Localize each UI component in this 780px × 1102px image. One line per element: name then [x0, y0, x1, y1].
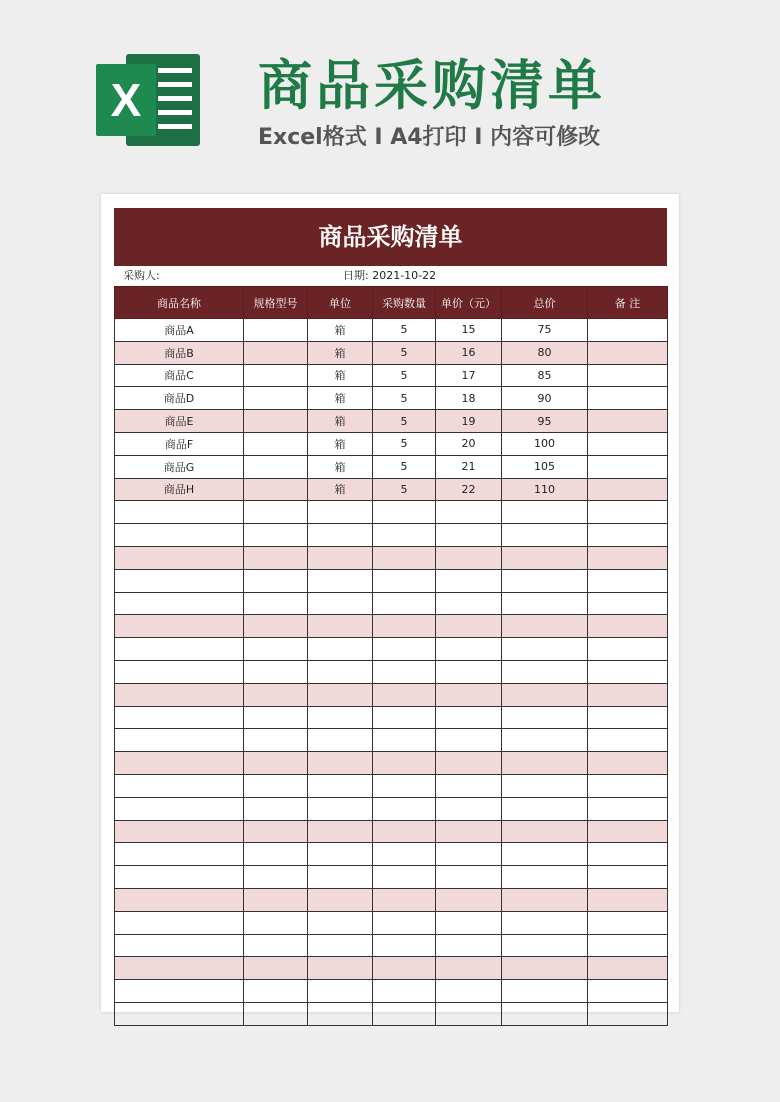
table-cell[interactable] — [244, 319, 308, 342]
table-cell[interactable] — [502, 911, 588, 934]
table-cell[interactable] — [244, 432, 308, 455]
table-row — [115, 752, 668, 775]
table-cell[interactable] — [373, 592, 436, 615]
table-cell[interactable] — [588, 569, 668, 592]
table-cell[interactable] — [244, 569, 308, 592]
table-cell[interactable] — [115, 524, 244, 547]
table-cell[interactable] — [436, 615, 502, 638]
table-cell[interactable] — [244, 934, 308, 957]
table-cell[interactable]: 箱 — [308, 455, 373, 478]
table-body — [115, 319, 668, 1026]
table-cell[interactable] — [244, 843, 308, 866]
table-cell[interactable] — [436, 752, 502, 775]
table-cell[interactable] — [436, 729, 502, 752]
table-cell[interactable] — [244, 455, 308, 478]
table-cell[interactable]: 75 — [502, 319, 588, 342]
table-cell[interactable]: 箱 — [308, 341, 373, 364]
table-cell[interactable] — [502, 888, 588, 911]
table-cell[interactable] — [115, 774, 244, 797]
table-cell[interactable] — [115, 820, 244, 843]
table-cell[interactable] — [502, 980, 588, 1003]
sheet-title: 商品采购清单 — [114, 208, 667, 266]
table-cell[interactable]: 80 — [502, 341, 588, 364]
table-cell[interactable] — [502, 957, 588, 980]
table-cell[interactable] — [588, 478, 668, 501]
table-cell[interactable] — [588, 820, 668, 843]
table-cell[interactable] — [244, 706, 308, 729]
table-cell[interactable]: 5 — [373, 478, 436, 501]
table-cell[interactable] — [588, 957, 668, 980]
table-cell[interactable] — [373, 683, 436, 706]
table-cell[interactable] — [115, 888, 244, 911]
table-cell[interactable]: 20 — [436, 432, 502, 455]
table-cell[interactable] — [373, 774, 436, 797]
table-cell[interactable] — [502, 774, 588, 797]
table-cell[interactable] — [115, 934, 244, 957]
table-cell[interactable] — [588, 729, 668, 752]
table-cell[interactable]: 110 — [502, 478, 588, 501]
table-cell[interactable] — [502, 569, 588, 592]
table-cell[interactable] — [115, 660, 244, 683]
column-header: 采购数量 — [373, 287, 436, 319]
table-cell[interactable] — [308, 683, 373, 706]
table-cell[interactable] — [588, 387, 668, 410]
table-cell[interactable] — [502, 615, 588, 638]
table-cell[interactable] — [588, 364, 668, 387]
table-cell[interactable] — [244, 660, 308, 683]
table-row — [115, 1002, 668, 1025]
table-cell[interactable] — [115, 752, 244, 775]
table-cell[interactable] — [308, 980, 373, 1003]
table-cell[interactable] — [115, 957, 244, 980]
table-cell[interactable]: 18 — [436, 387, 502, 410]
table-cell[interactable] — [244, 387, 308, 410]
table-row — [115, 866, 668, 889]
table-cell[interactable] — [308, 592, 373, 615]
table-cell[interactable] — [502, 934, 588, 957]
table-cell[interactable] — [308, 774, 373, 797]
table-cell[interactable] — [308, 546, 373, 569]
table-cell[interactable] — [115, 706, 244, 729]
table-cell[interactable] — [308, 729, 373, 752]
table-cell[interactable] — [588, 797, 668, 820]
table-cell[interactable] — [502, 683, 588, 706]
template-title: 商品采购清单 — [258, 54, 606, 117]
table-row — [115, 934, 668, 957]
table-cell[interactable] — [436, 546, 502, 569]
table-cell[interactable] — [373, 934, 436, 957]
table-cell[interactable] — [373, 1002, 436, 1025]
table-cell[interactable] — [244, 638, 308, 661]
table-cell[interactable] — [308, 820, 373, 843]
table-cell[interactable] — [373, 615, 436, 638]
table-cell[interactable]: 95 — [502, 410, 588, 433]
table-cell[interactable] — [308, 752, 373, 775]
table-row — [115, 797, 668, 820]
table-cell[interactable]: 箱 — [308, 410, 373, 433]
table-row — [115, 980, 668, 1003]
table-row — [115, 432, 668, 455]
column-header: 规格型号 — [244, 287, 308, 319]
table-cell[interactable] — [502, 546, 588, 569]
table-cell[interactable] — [502, 729, 588, 752]
table-cell[interactable] — [588, 911, 668, 934]
table-row — [115, 843, 668, 866]
table-cell[interactable]: 90 — [502, 387, 588, 410]
table-cell[interactable] — [115, 592, 244, 615]
table-cell[interactable] — [115, 501, 244, 524]
table-cell[interactable] — [308, 797, 373, 820]
table-cell[interactable]: 21 — [436, 455, 502, 478]
table-cell[interactable] — [115, 866, 244, 889]
table-cell[interactable] — [308, 1002, 373, 1025]
table-cell[interactable] — [308, 911, 373, 934]
table-cell[interactable] — [115, 615, 244, 638]
table-cell[interactable] — [244, 546, 308, 569]
excel-icon-letter: X — [110, 74, 142, 126]
table-cell[interactable] — [244, 820, 308, 843]
table-cell[interactable] — [436, 866, 502, 889]
table-cell[interactable] — [436, 706, 502, 729]
table-row — [115, 683, 668, 706]
table-cell[interactable] — [244, 615, 308, 638]
table-cell[interactable] — [436, 843, 502, 866]
table-cell[interactable]: 100 — [502, 432, 588, 455]
table-cell[interactable] — [115, 797, 244, 820]
table-cell[interactable] — [373, 729, 436, 752]
table-cell[interactable] — [588, 660, 668, 683]
table-row — [115, 501, 668, 524]
table-cell[interactable]: 箱 — [308, 364, 373, 387]
table-cell[interactable] — [588, 638, 668, 661]
table-row — [115, 774, 668, 797]
table-row — [115, 957, 668, 980]
table-cell[interactable] — [588, 319, 668, 342]
table-cell[interactable]: 5 — [373, 432, 436, 455]
table-cell[interactable] — [502, 638, 588, 661]
table-cell[interactable] — [244, 866, 308, 889]
table-cell[interactable] — [588, 752, 668, 775]
table-cell[interactable]: 15 — [436, 319, 502, 342]
table-cell[interactable] — [244, 592, 308, 615]
table-cell[interactable] — [115, 980, 244, 1003]
table-cell[interactable] — [588, 706, 668, 729]
table-cell[interactable] — [436, 820, 502, 843]
table-cell[interactable] — [308, 524, 373, 547]
table-cell[interactable] — [588, 843, 668, 866]
table-row — [115, 729, 668, 752]
table-cell[interactable] — [244, 501, 308, 524]
column-header: 单价（元） — [436, 287, 502, 319]
table-cell[interactable] — [436, 524, 502, 547]
table-cell[interactable] — [244, 364, 308, 387]
table-cell[interactable] — [115, 843, 244, 866]
table-cell[interactable] — [373, 546, 436, 569]
table-cell[interactable]: 箱 — [308, 387, 373, 410]
table-cell[interactable]: 5 — [373, 455, 436, 478]
table-cell[interactable] — [373, 843, 436, 866]
table-row — [115, 706, 668, 729]
column-header: 总价 — [502, 287, 588, 319]
table-row — [115, 888, 668, 911]
table-cell[interactable] — [373, 752, 436, 775]
table-cell[interactable]: 5 — [373, 319, 436, 342]
table-cell[interactable] — [115, 569, 244, 592]
table-cell[interactable] — [588, 524, 668, 547]
table-cell[interactable] — [308, 615, 373, 638]
table-cell[interactable] — [373, 957, 436, 980]
table-cell[interactable] — [244, 752, 308, 775]
table-cell[interactable] — [588, 341, 668, 364]
table-cell[interactable] — [588, 432, 668, 455]
template-header — [0, 0, 780, 190]
table-row — [115, 478, 668, 501]
table-cell[interactable] — [436, 592, 502, 615]
table-cell[interactable]: 105 — [502, 455, 588, 478]
table-row — [115, 524, 668, 547]
table-cell[interactable] — [502, 866, 588, 889]
table-cell[interactable] — [373, 501, 436, 524]
table-cell[interactable] — [308, 638, 373, 661]
table-cell[interactable] — [308, 934, 373, 957]
table-cell[interactable] — [244, 683, 308, 706]
table-cell[interactable] — [244, 774, 308, 797]
column-header: 单位 — [308, 287, 373, 319]
table-cell[interactable] — [244, 980, 308, 1003]
table-cell[interactable]: 5 — [373, 341, 436, 364]
table-cell[interactable]: 19 — [436, 410, 502, 433]
table-cell[interactable]: 5 — [373, 410, 436, 433]
table-row — [115, 569, 668, 592]
table-cell[interactable] — [244, 797, 308, 820]
table-cell[interactable] — [308, 957, 373, 980]
table-cell[interactable] — [588, 683, 668, 706]
table-cell[interactable] — [436, 774, 502, 797]
table-cell[interactable] — [588, 866, 668, 889]
table-cell[interactable] — [308, 569, 373, 592]
table-cell[interactable] — [436, 980, 502, 1003]
table-cell[interactable]: 商品G — [115, 455, 244, 478]
table-cell[interactable] — [502, 524, 588, 547]
table-cell[interactable] — [308, 660, 373, 683]
table-cell[interactable] — [588, 615, 668, 638]
table-row — [115, 820, 668, 843]
table-cell[interactable] — [373, 706, 436, 729]
table-cell[interactable] — [502, 660, 588, 683]
table-cell[interactable] — [115, 1002, 244, 1025]
excel-icon — [96, 48, 204, 152]
table-cell[interactable] — [308, 501, 373, 524]
table-cell[interactable] — [588, 455, 668, 478]
table-cell[interactable]: 箱 — [308, 319, 373, 342]
table-cell[interactable] — [244, 478, 308, 501]
table-cell[interactable]: 箱 — [308, 478, 373, 501]
document-page — [101, 194, 679, 1012]
table-cell[interactable] — [588, 980, 668, 1003]
table-cell[interactable] — [436, 888, 502, 911]
table-cell[interactable] — [115, 638, 244, 661]
table-cell[interactable]: 商品B — [115, 341, 244, 364]
table-cell[interactable] — [436, 911, 502, 934]
table-cell[interactable] — [373, 660, 436, 683]
table-cell[interactable]: 商品E — [115, 410, 244, 433]
table-cell[interactable] — [244, 888, 308, 911]
table-cell[interactable]: 商品F — [115, 432, 244, 455]
table-row — [115, 615, 668, 638]
table-cell[interactable] — [588, 501, 668, 524]
buyer-label: 采购人: — [123, 269, 160, 282]
table-row — [115, 341, 668, 364]
table-cell[interactable] — [373, 820, 436, 843]
table-cell[interactable] — [502, 592, 588, 615]
table-cell[interactable] — [502, 820, 588, 843]
table-row — [115, 592, 668, 615]
table-cell[interactable] — [436, 501, 502, 524]
table-cell[interactable] — [373, 638, 436, 661]
table-cell[interactable] — [436, 683, 502, 706]
table-cell[interactable] — [502, 843, 588, 866]
table-cell[interactable]: 5 — [373, 387, 436, 410]
table-cell[interactable] — [588, 934, 668, 957]
table-cell[interactable]: 16 — [436, 341, 502, 364]
table-row — [115, 455, 668, 478]
table-cell[interactable] — [373, 911, 436, 934]
table-cell[interactable] — [244, 957, 308, 980]
table-cell[interactable]: 22 — [436, 478, 502, 501]
table-cell[interactable] — [308, 843, 373, 866]
table-row — [115, 638, 668, 661]
table-cell[interactable]: 5 — [373, 364, 436, 387]
table-cell[interactable] — [436, 957, 502, 980]
table-cell[interactable] — [115, 729, 244, 752]
table-row — [115, 911, 668, 934]
table-row — [115, 364, 668, 387]
table-cell[interactable] — [244, 911, 308, 934]
table-cell[interactable] — [588, 1002, 668, 1025]
table-cell[interactable] — [502, 752, 588, 775]
table-cell[interactable]: 85 — [502, 364, 588, 387]
table-cell[interactable] — [373, 980, 436, 1003]
column-header: 商品名称 — [115, 287, 244, 319]
table-row — [115, 319, 668, 342]
table-row — [115, 546, 668, 569]
table-cell[interactable]: 17 — [436, 364, 502, 387]
table-cell[interactable] — [588, 410, 668, 433]
date-label: 日期: 2021-10-22 — [343, 269, 437, 282]
table-cell[interactable] — [502, 1002, 588, 1025]
table-cell[interactable] — [115, 911, 244, 934]
table-row — [115, 410, 668, 433]
table-cell[interactable] — [244, 1002, 308, 1025]
table-cell[interactable]: 商品H — [115, 478, 244, 501]
table-row — [115, 387, 668, 410]
table-cell[interactable] — [373, 797, 436, 820]
purchase-table — [114, 286, 668, 1026]
table-cell[interactable] — [244, 524, 308, 547]
column-header: 备 注 — [588, 287, 668, 319]
table-cell[interactable] — [308, 706, 373, 729]
table-cell[interactable] — [436, 638, 502, 661]
table-cell[interactable]: 箱 — [308, 432, 373, 455]
table-cell[interactable] — [436, 1002, 502, 1025]
table-cell[interactable] — [502, 797, 588, 820]
table-cell[interactable] — [588, 774, 668, 797]
table-cell[interactable]: 商品A — [115, 319, 244, 342]
table-cell[interactable] — [373, 866, 436, 889]
table-cell[interactable] — [308, 866, 373, 889]
table-cell[interactable] — [373, 524, 436, 547]
table-cell[interactable] — [588, 546, 668, 569]
table-cell[interactable] — [115, 546, 244, 569]
table-row — [115, 660, 668, 683]
table-header-row — [115, 287, 668, 319]
table-cell[interactable] — [373, 888, 436, 911]
table-cell[interactable] — [308, 888, 373, 911]
table-cell[interactable] — [588, 592, 668, 615]
table-cell[interactable] — [436, 934, 502, 957]
table-cell[interactable] — [244, 341, 308, 364]
table-cell[interactable] — [588, 888, 668, 911]
table-cell[interactable] — [436, 569, 502, 592]
table-cell[interactable] — [244, 410, 308, 433]
table-cell[interactable] — [373, 569, 436, 592]
table-cell[interactable]: 商品D — [115, 387, 244, 410]
table-cell[interactable] — [502, 501, 588, 524]
template-subtitle: Excel格式 Ⅰ A4打印 Ⅰ 内容可修改 — [258, 125, 601, 150]
table-cell[interactable] — [244, 729, 308, 752]
table-cell[interactable] — [436, 660, 502, 683]
table-cell[interactable] — [502, 706, 588, 729]
table-cell[interactable]: 商品C — [115, 364, 244, 387]
table-cell[interactable] — [115, 683, 244, 706]
table-cell[interactable] — [436, 797, 502, 820]
